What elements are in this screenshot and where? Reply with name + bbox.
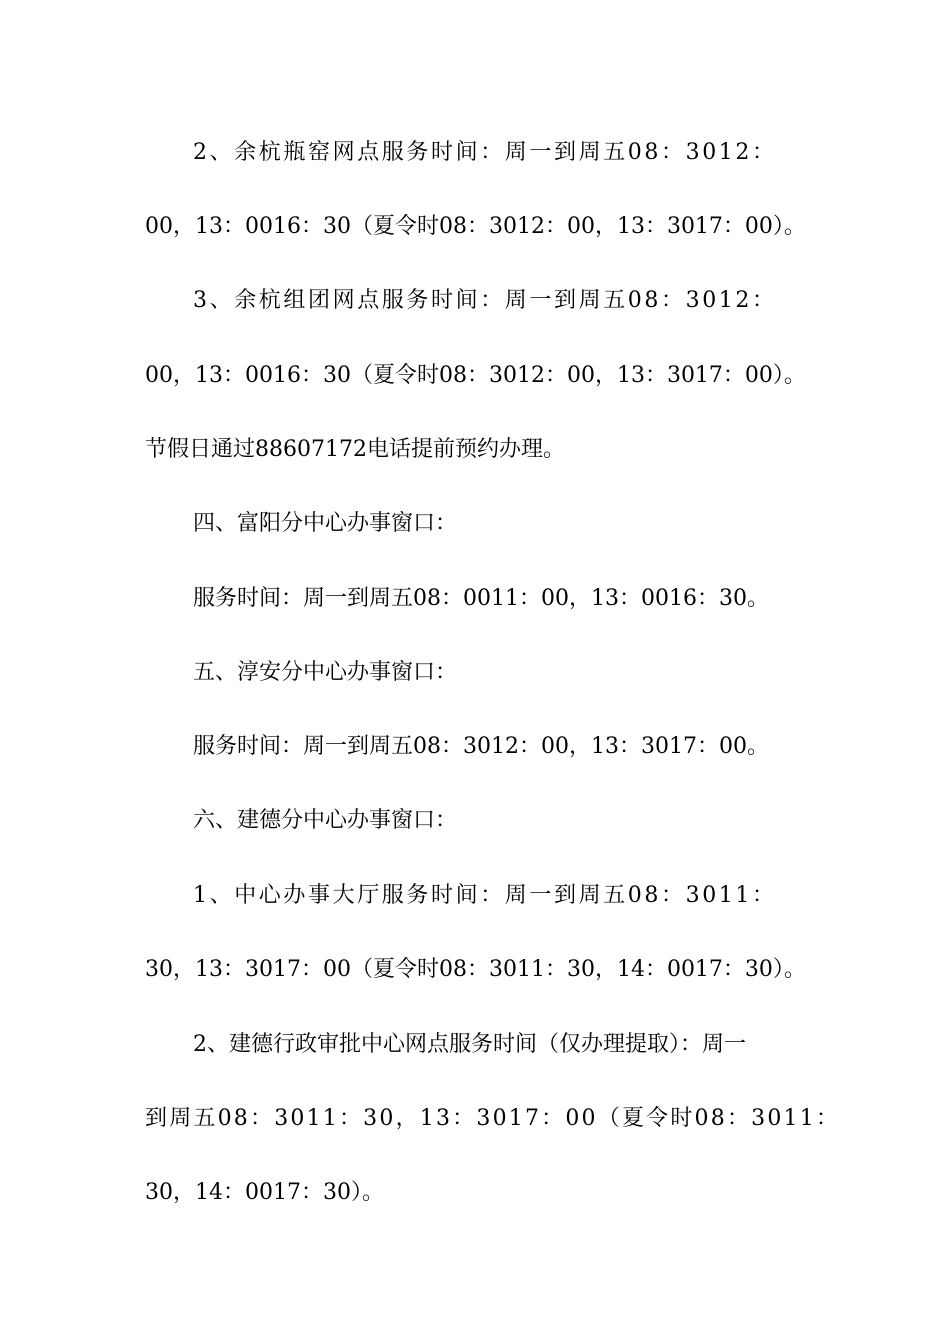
chunan-service-hours: 服务时间：周一到周五08：3012：00，13：3017：00。 <box>193 734 769 759</box>
paragraph-yuhang-pingyao-line-2: 00，13：0016：30（夏令时08：3012：00，13：3017：00）。 <box>145 214 806 239</box>
paragraph-jiande-hall-line-1: 1、中心办事大厅服务时间：周一到周五08：3011： <box>193 883 777 908</box>
paragraph-jiande-approval-line-3: 30，14：0017：30）。 <box>145 1180 384 1205</box>
paragraph-yuhang-zutuan-line-1: 3、余杭组团网点服务时间：周一到周五08：3012： <box>193 288 777 313</box>
paragraph-jiande-hall-line-2: 30，13：3017：00（夏令时08：3011：30，14：0017：30）。 <box>145 957 806 982</box>
paragraph-yuhang-zutuan-line-2: 00，13：0016：30（夏令时08：3012：00，13：3017：00）。 <box>145 363 806 388</box>
section-heading-chunan: 五、淳安分中心办事窗口： <box>193 660 458 685</box>
holiday-appointment-note: 节假日通过88607172电话提前预约办理。 <box>145 437 565 462</box>
fuyang-service-hours: 服务时间：周一到周五08：0011：00，13：0016：30。 <box>193 586 769 611</box>
paragraph-jiande-approval-line-1: 2、建德行政审批中心网点服务时间（仅办理提取）：周一 <box>193 1032 746 1057</box>
paragraph-yuhang-pingyao-line-1: 2、余杭瓶窑网点服务时间：周一到周五08：3012： <box>193 140 777 165</box>
paragraph-jiande-approval-line-2: 到周五08：3011：30，13：3017：00（夏令时08：3011： <box>145 1106 841 1131</box>
section-heading-jiande: 六、建德分中心办事窗口： <box>193 808 458 833</box>
section-heading-fuyang: 四、富阳分中心办事窗口： <box>193 511 458 536</box>
